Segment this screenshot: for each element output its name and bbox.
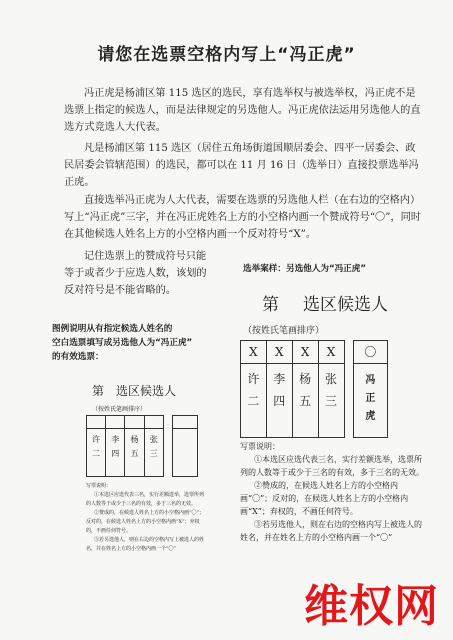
candidate-name-cell [144,429,163,477]
name-char: 张 [149,435,158,444]
candidate-name-cell [292,364,318,438]
ballot-mark-cell [125,416,144,429]
paragraph-district: 凡是杨浦区第 115 选区（居住五角场街道国顺居委会、四平一居委会、政民居委会管辖范围）的选民，都可以在 11 月 16 日（选举日）直接投票选举冯正虎。 [64,143,419,188]
explanation-title: 写票说明： [240,442,280,451]
name-char: 五 [130,449,139,458]
name-char: 杨 [299,372,312,386]
name-char: 张 [325,372,338,386]
name-char: 四 [111,449,120,458]
name-char: 李 [111,435,120,444]
explanation-item: ①本选区应选代表三名，实行差额选举，选票所列的人数等于或少于三名的有效，多于三名的无效。 [240,455,424,477]
right-ballot-explanation [240,440,425,544]
right-ballot-heading-num: 第 [262,295,279,315]
explanation-item: ③若另选他人，则在右边的空格内写上被选人的姓名，并在姓名上方的小空格内画一个“〇” [240,520,422,542]
candidate-name-cell [125,429,144,477]
ballot-mark-cell [173,416,198,429]
left-ballot-table [86,415,198,477]
write-in-name-cell [173,429,198,477]
explanation-title: 写票说明： [86,483,112,489]
ballot-gap [344,364,353,438]
ballot-gap [344,341,353,364]
ballot-mark-cell [87,416,106,429]
ballot-mark-cell: 〇 [353,341,387,364]
right-ballot-subtitle: （按姓氏笔画排序） [243,326,325,336]
name-char: 三 [149,449,158,458]
ballot-gap [163,416,173,429]
left-ballot-caption [52,322,232,364]
write-in-name-cell [353,364,387,438]
left-ballot-heading-text: 选区候选人 [116,384,177,398]
ballot-mark-cell: X [266,341,292,364]
name-char: 冯 [365,375,376,386]
explanation-item: ③若另选他人，则在右边的空格内写上被选人的姓名，并在姓名上方的小空格内画一个“〇” [86,537,205,552]
ballot-gap [163,429,173,477]
left-ballot-explanation [86,482,208,554]
candidate-name-cell [266,364,292,438]
left-ballot-subtitle: （按姓氏笔画排序） [92,406,147,413]
name-char: 虎 [365,411,376,422]
candidate-name-cell [318,364,344,438]
caption-line: 图例说明从有指定候选人姓名的 [52,324,173,334]
name-char: 许 [92,435,101,444]
ballot-mark-cell: X [292,341,318,364]
explanation-item: ②赞成的，在候选人姓名上方的小空格内画“〇”；反对的，在候选人姓名上方的小空格内画“X”；弃权的，不画任何符号。 [240,481,409,516]
name-char: 许 [247,372,260,386]
watermark-text: 维权网 [304,581,439,632]
name-char: 正 [365,393,376,404]
right-ballot-table [240,340,388,438]
name-char: 杨 [130,435,139,444]
candidate-name-cell [87,429,106,477]
name-char: 四 [273,394,286,408]
page-title: 请您在选票空格内写上“冯正虎” [97,45,356,65]
name-char: 三 [325,394,338,408]
ballot-mark-cell: X [318,341,344,364]
explanation-item: ①本选区应选代表三名，实行差额选举，选票所列的人数等于或少于三名的有效，多于三名的无效。 [86,492,205,507]
explanation-item: ②赞成的，在候选人姓名上方的小空格内画“〇”；反对的，在候选人姓名上方的小空格内画“X”；弃权的，不画任何符号。 [86,510,205,534]
name-char: 二 [247,394,260,408]
name-char: 李 [273,372,286,386]
right-ballot-caption: 选举案样：另选他人为“冯正虎” [243,264,367,274]
candidate-name-cell [106,429,125,477]
caption-line: 空白选票填写成另选他人为“冯正虎” [52,338,193,348]
left-ballot-heading-num: 第 [92,384,105,398]
name-char: 五 [299,394,312,408]
paragraph-reminder: 记住选票上的赞成符号只能等于或者少于应选人数，该划的反对符号是不能省略的。 [64,251,207,296]
ballot-mark-cell [144,416,163,429]
caption-line: 的有效选票： [52,352,104,362]
ballot-mark-cell [106,416,125,429]
ballot-mark-cell: X [241,341,267,364]
paragraph-intro: 冯正虎是杨浦区第 115 选区的选民，享有选举权与被选举权，冯正虎不是选票上指定的候选人，而是法律规定的另选他人。冯正虎依法运用另选他人的直选方式竞选人大代表。 [64,88,421,133]
candidate-name-cell [241,364,267,438]
paragraph-instructions: 直接选举冯正虎为人大代表，需要在选票的另选他人栏（在右边的空格内）写上“冯正虎”三字，并在冯正虎姓名上方的小空格内画一个赞成符号“〇”，同时在其他候选人姓名上方的小空格内画一个反对符号“X”。 [64,195,422,240]
name-char: 二 [92,449,101,458]
right-ballot-heading-text: 选区候选人 [303,295,388,315]
